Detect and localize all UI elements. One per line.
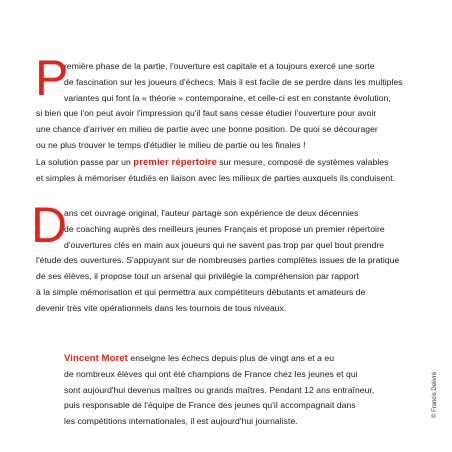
- intro-paragraph-continued: [36, 106, 378, 153]
- description-line: de ses élèves, il propose tout un arsenal qui privilégie la compréhension par rapport: [36, 271, 359, 282]
- author-text: enseigne les échecs depuis plus de vingt ans et a eu: [127, 353, 335, 363]
- dropcap-d: D: [31, 197, 68, 253]
- photo-credit: © Francis Delivré: [432, 371, 438, 418]
- description-line: d'ouvertures clés en main aux joueurs qui ne savent pas trop par quel bout prendre: [64, 239, 385, 250]
- solution-paragraph: [36, 155, 395, 187]
- description-line: à la simple mémorisation et qui permettra aux compétiteurs débutants et amateurs de: [36, 286, 366, 297]
- intro-paragraph: [64, 59, 403, 106]
- premier-repertoire-highlight: premier répertoire: [133, 157, 217, 168]
- intro-line: une chance d'arriver en milieu de partie avec une bonne position. De quoi se décourager: [36, 124, 378, 135]
- description-paragraph-continued: [36, 253, 399, 316]
- intro-line: de fascination sur les joueurs d'échecs. Mais il est facile de se perdre dans les multiples: [64, 76, 403, 87]
- author-line: puis responsable de l'équipe de France des jeunes qu'il accompagnait dans: [64, 400, 356, 411]
- solution-text: sur mesure, composé de systèmes valables: [216, 157, 389, 167]
- author-name: Vincent Moret: [64, 353, 128, 364]
- solution-text: La solution passe par un: [36, 157, 134, 167]
- description-paragraph: [64, 206, 385, 253]
- intro-line: ou ne plus trouver le temps d'étudier le milieu de partie ou les finales !: [36, 139, 306, 150]
- author-line: [64, 351, 374, 367]
- intro-line: variantes qui font la « théorie » contemporaine, et celle-ci est en constante évolution,: [64, 92, 391, 103]
- solution-line: et simples à mémoriser étudiés en liaison avec les milieux de parties auxquels ils conduisent.: [36, 172, 396, 183]
- intro-line: remière phase de la partie, l'ouverture est capitale et a toujours exercé une sorte: [64, 61, 375, 71]
- solution-line: [36, 155, 395, 171]
- author-bio: [64, 351, 374, 430]
- author-line: les compétitions internationales, il est aujourd'hui journaliste.: [64, 416, 298, 427]
- description-line: ans cet ouvrage original, l'auteur partage son expérience de deux décennies: [64, 208, 359, 218]
- description-line: devenir très vite opérationnels dans les tournois de tous niveaux.: [36, 302, 287, 313]
- dropcap-p: P: [35, 50, 69, 106]
- description-line: de coaching auprès des meilleurs jeunes Français et propose un premier répertoire: [64, 223, 385, 234]
- author-line: sont aujourd'hui devenus maîtres ou grands maîtres. Pendant 12 ans entraîneur,: [64, 384, 375, 395]
- intro-line: si bien que l'on peut avoir l'impression qu'il faut sans cesse étudier l'ouverture pour avoir: [36, 108, 377, 119]
- description-line: l'étude des ouvertures. S'appuyant sur de nombreuses parties complètes issues de la pratique: [36, 255, 400, 266]
- author-line: de nombreux élèves qui ont été champions de France chez les jeunes et qui: [64, 368, 358, 379]
